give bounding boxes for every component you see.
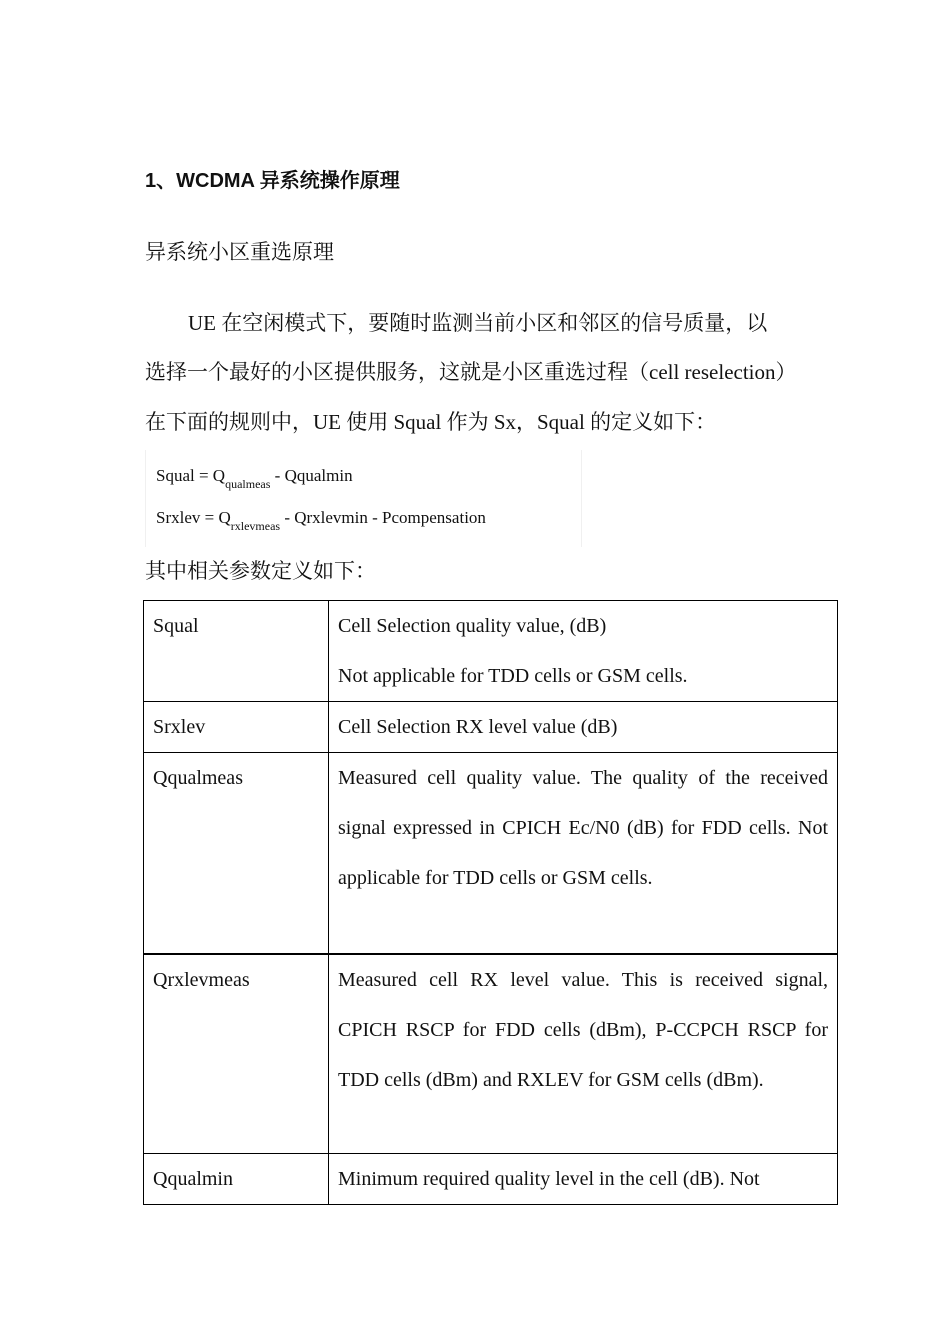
param-name: Qqualmeas (144, 753, 329, 954)
param-desc-line: Cell Selection quality value, (dB) (338, 615, 607, 637)
param-name: Qqualmin (144, 1154, 329, 1205)
paragraph-line-3: 在下面的规则中，UE 使用 Squal 作为 Sx，Squal 的定义如下： (145, 410, 717, 434)
params-intro: 其中相关参数定义如下： (145, 559, 376, 583)
squal-formula (156, 466, 353, 491)
section-heading: 1、WCDMA 异系统操作原理 (145, 170, 400, 192)
param-name: Qrxlevmeas (144, 954, 329, 1154)
squal-formula-rhs: - Qqualmin (270, 466, 353, 485)
srxlev-formula-rhs: - Qrxlevmin - Pcompensation (280, 508, 486, 527)
srxlev-formula-lhs: Srxlev = Q (156, 508, 231, 527)
param-desc-line: Minimum required quality level in the cell (dB). Not (338, 1168, 760, 1190)
srxlev-formula (156, 508, 486, 533)
parameter-table (143, 600, 838, 1205)
squal-formula-subscript: qualmeas (225, 477, 271, 491)
param-desc-line: Not applicable for TDD cells or GSM cells. (338, 665, 688, 687)
param-name: Squal (144, 601, 329, 702)
param-desc (329, 601, 838, 702)
param-desc (329, 1154, 838, 1205)
squal-formula-lhs: Squal = Q (156, 466, 226, 485)
subsection-heading: 异系统小区重选原理 (145, 240, 334, 264)
param-name: Srxlev (144, 702, 329, 753)
paragraph-line-2: 选择一个最好的小区提供服务，这就是小区重选过程（cell reselection） (145, 360, 797, 384)
param-desc (329, 702, 838, 753)
table-row (144, 702, 838, 753)
formula-box (145, 450, 582, 547)
paragraph-line-1: UE 在空闲模式下，要随时监测当前小区和邻区的信号质量，以 (188, 311, 768, 335)
srxlev-formula-subscript: rxlevmeas (230, 519, 281, 533)
param-desc: Measured cell quality value. The quality of the received signal expressed in CPICH Ec/N0 (dB) for FDD cells. Not applicable for TDD cells or GSM cells. (329, 753, 838, 954)
table-row (144, 1154, 838, 1205)
param-desc-line: Cell Selection RX level value (dB) (338, 716, 618, 738)
table-row (144, 601, 838, 702)
table-row (144, 954, 838, 1154)
param-desc: Measured cell RX level value. This is received signal, CPICH RSCP for FDD cells (dBm), P-CCPCH RSCP for TDD cells (dBm) and RXLEV for GSM cells (dBm). (329, 954, 838, 1154)
table-row (144, 753, 838, 954)
